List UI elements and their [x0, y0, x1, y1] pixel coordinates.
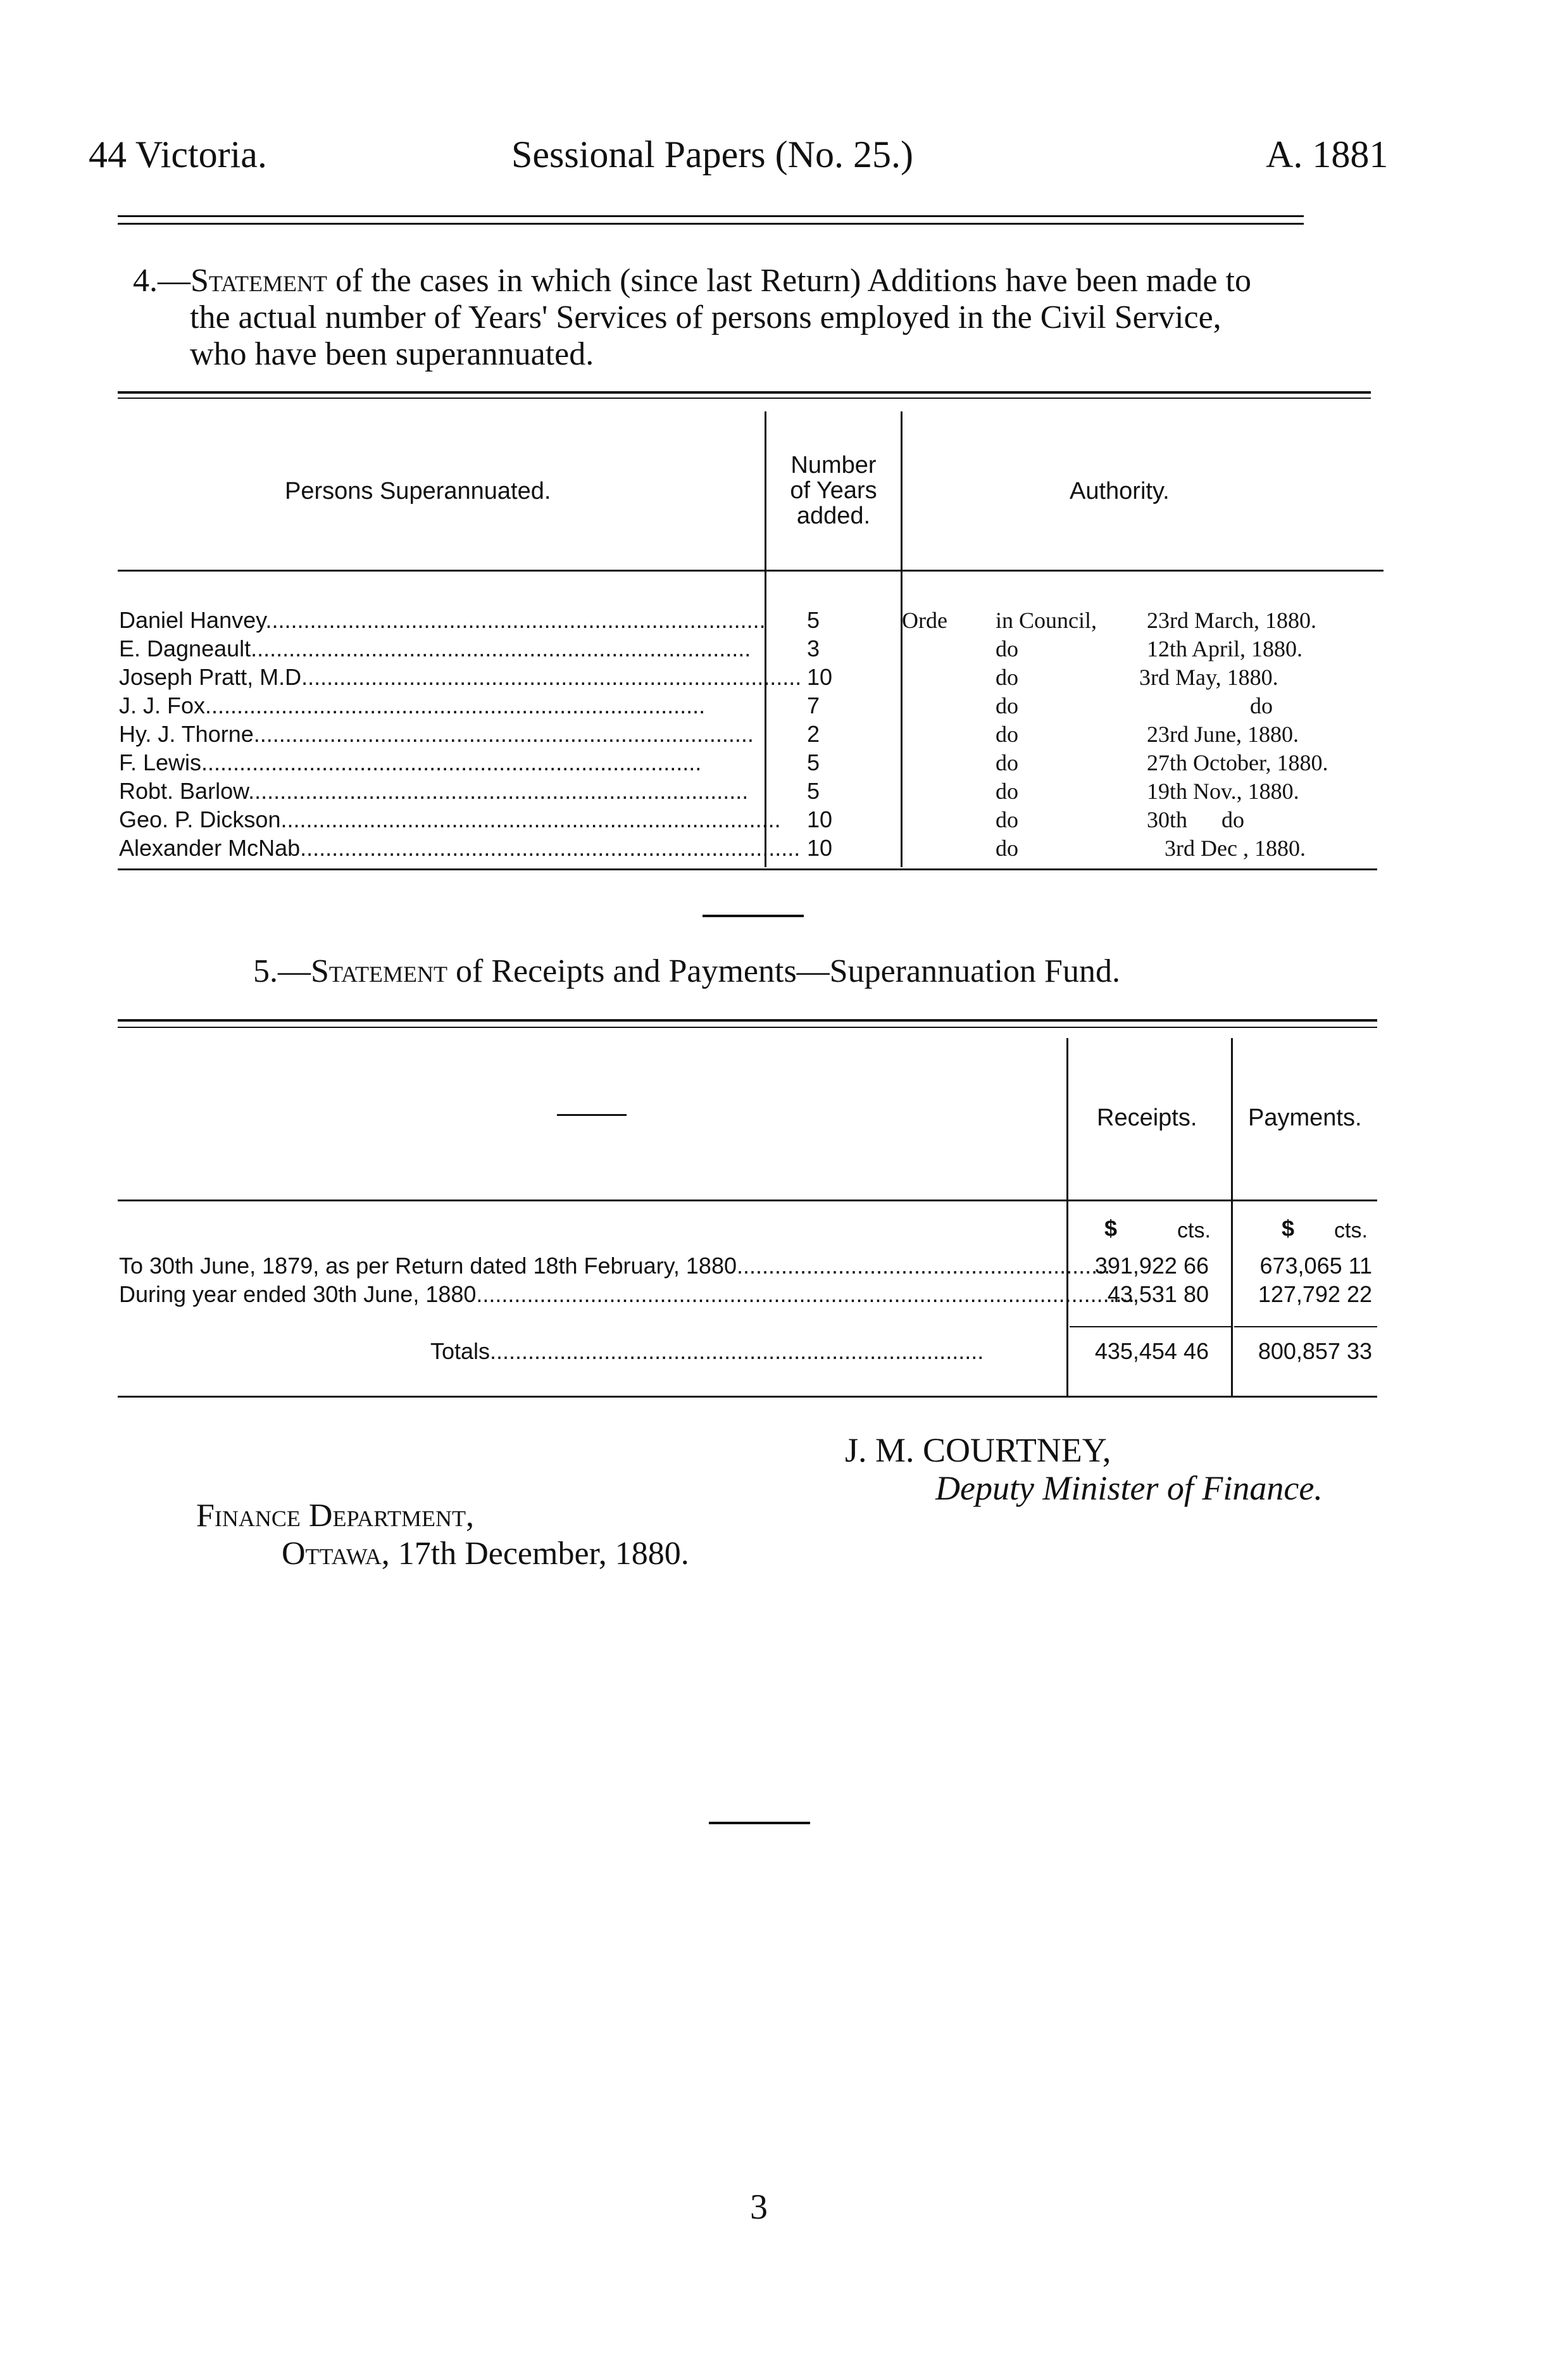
row-auth-b: do	[996, 750, 1018, 775]
signature-name: J. M. COURTNEY,	[845, 1431, 1111, 1469]
header-center: Sessional Papers (No. 25.)	[511, 134, 913, 175]
table5-top-rule	[118, 1019, 1377, 1022]
row-auth-b: do	[996, 722, 1018, 747]
table5-totals-rule-receipts	[1070, 1326, 1231, 1327]
table-row: Joseph Pratt, M.D...............................................................................	[119, 664, 802, 690]
header-left: 44 Victoria.	[89, 134, 267, 175]
row-auth-c: 30th do	[1147, 807, 1245, 832]
row-years: 10	[807, 664, 833, 690]
row-years: 10	[807, 806, 833, 832]
col-number-header	[767, 453, 900, 529]
table5-divider-2	[1231, 1038, 1233, 1396]
table-row: Alexander McNab...............................................................................	[119, 835, 801, 861]
origin-place-date	[282, 1535, 689, 1572]
totals-payments: 800,857 33	[1258, 1338, 1372, 1364]
table-row: Robt. Barlow...............................................................................	[119, 778, 749, 804]
row-auth-c: 23rd June, 1880.	[1147, 722, 1299, 747]
row-auth-c: 3rd May, 1880.	[1139, 665, 1278, 690]
row-payments: 127,792 22	[1258, 1281, 1372, 1307]
row-years: 5	[807, 749, 820, 775]
row-receipts: 43,531 80	[1107, 1281, 1209, 1307]
row-years: 10	[807, 835, 833, 861]
table4-divider-1	[765, 411, 766, 867]
row-auth-b: do	[996, 836, 1018, 861]
table5-top-rule-thin	[118, 1027, 1377, 1028]
row-auth-c: do	[1250, 693, 1273, 718]
table-row: To 30th June, 1879, as per Return dated 18th February, 1880...........................................................	[119, 1253, 1111, 1279]
row-years: 7	[807, 692, 820, 718]
footer-separator	[709, 1822, 810, 1824]
row-name: E. Dagneault	[119, 636, 251, 661]
row-auth-c: 27th October, 1880.	[1147, 750, 1328, 775]
row-receipts: 391,922 66	[1094, 1253, 1209, 1279]
row-payments: 673,065 11	[1259, 1253, 1372, 1279]
table-row: Daniel Hanvey...............................................................................	[119, 607, 766, 633]
payments-cts-unit: cts.	[1334, 1218, 1368, 1243]
section-separator	[703, 915, 804, 917]
row-auth-c: 23rd March, 1880.	[1147, 608, 1316, 633]
header-right: A. 1881	[1266, 134, 1389, 175]
header-rule-bottom	[118, 223, 1304, 225]
section4-heading	[133, 263, 1399, 373]
table-row: Geo. P. Dickson...............................................................................	[119, 806, 781, 832]
totals-receipts: 435,454 46	[1094, 1338, 1209, 1364]
table4-bottom-rule	[118, 868, 1377, 870]
row-years: 3	[807, 636, 820, 661]
table4-header-rule	[118, 570, 1384, 572]
receipts-dollar-unit: $	[1104, 1215, 1118, 1241]
table-row: E. Dagneault...............................................................................	[119, 636, 751, 661]
row-auth-b: do	[996, 807, 1018, 832]
row-auth-b: do	[996, 779, 1018, 804]
row-name: Alexander McNab	[119, 835, 301, 861]
row-name: F. Lewis	[119, 749, 202, 775]
section4-line3: who have been superannuated.	[190, 336, 594, 372]
col-number-line3: added.	[796, 503, 871, 529]
table5-bottom-rule	[118, 1396, 1377, 1398]
table5-header-rule	[118, 1199, 1377, 1201]
row-auth-c: 19th Nov., 1880.	[1147, 779, 1299, 804]
col-number-line2: of Years	[790, 477, 877, 504]
row-auth-b: in Council,	[996, 608, 1097, 633]
section5-heading	[253, 953, 1120, 990]
table-row: Hy. J. Thorne...............................................................................	[119, 721, 754, 747]
origin-date: 17th December, 1880.	[389, 1536, 689, 1572]
row-name: J. J. Fox	[119, 692, 206, 718]
table5-divider-1	[1066, 1038, 1068, 1396]
col-authority-header: Authority.	[1070, 478, 1170, 504]
row-auth-b: do	[996, 693, 1018, 718]
col-payments-header: Payments.	[1248, 1105, 1362, 1131]
section5-number: 5.—	[253, 953, 311, 989]
row-label: During year ended 30th June, 1880	[119, 1281, 477, 1307]
col-receipts-header: Receipts.	[1097, 1105, 1197, 1131]
row-years: 5	[807, 607, 820, 633]
col-number-line1: Number	[790, 452, 877, 479]
row-name: Daniel Hanvey	[119, 607, 266, 633]
section5-lead: Statement	[311, 953, 448, 989]
row-name: Geo. P. Dickson	[119, 806, 281, 832]
table4-divider-2	[901, 411, 903, 867]
header-rule-top	[118, 215, 1304, 217]
payments-dollar-unit: $	[1282, 1215, 1295, 1241]
row-name: Hy. J. Thorne	[119, 721, 254, 747]
row-auth-a: Orde	[902, 608, 947, 633]
table4-top-rule-thin	[118, 398, 1371, 399]
row-name: Joseph Pratt, M.D	[119, 664, 302, 690]
totals-label: Totals	[430, 1338, 490, 1364]
page-number: 3	[750, 2188, 768, 2227]
section5-text: of Receipts and Payments—Superannuation Fund.	[447, 953, 1120, 989]
row-years: 5	[807, 778, 820, 804]
table5-stub-dash	[557, 1114, 627, 1116]
col-persons-header: Persons Superannuated.	[285, 478, 551, 504]
receipts-cts-unit: cts.	[1177, 1218, 1211, 1243]
origin-department: Finance Department,	[196, 1498, 474, 1534]
table4-top-rule	[118, 391, 1371, 394]
row-auth-b: do	[996, 636, 1018, 661]
table-row: J. J. Fox...............................................................................	[119, 692, 706, 718]
row-label: To 30th June, 1879, as per Return dated 18th February, 1880.	[119, 1253, 743, 1279]
section4-line2: the actual number of Years' Services of persons employed in the Civil Service,	[190, 299, 1221, 335]
table-row: F. Lewis...............................................................................	[119, 749, 702, 775]
table-row: During year ended 30th June, 1880........................................................................................................	[119, 1281, 1135, 1307]
row-auth-c: 12th April, 1880.	[1147, 636, 1303, 661]
row-years: 2	[807, 721, 820, 747]
row-auth-b: do	[996, 665, 1018, 690]
row-name: Robt. Barlow	[119, 778, 249, 804]
section4-line1: of the cases in which (since last Return) Additions have been made to	[327, 263, 1251, 299]
table5-totals-rule-payments	[1234, 1326, 1377, 1327]
row-auth-c: 3rd Dec , 1880.	[1165, 836, 1306, 861]
section4-number: 4.—	[133, 263, 191, 299]
totals-row: Totals..............................................................................	[430, 1338, 984, 1364]
origin-place: Ottawa,	[282, 1536, 390, 1572]
signature-title: Deputy Minister of Finance.	[935, 1469, 1323, 1507]
section4-lead: Statement	[191, 263, 328, 299]
